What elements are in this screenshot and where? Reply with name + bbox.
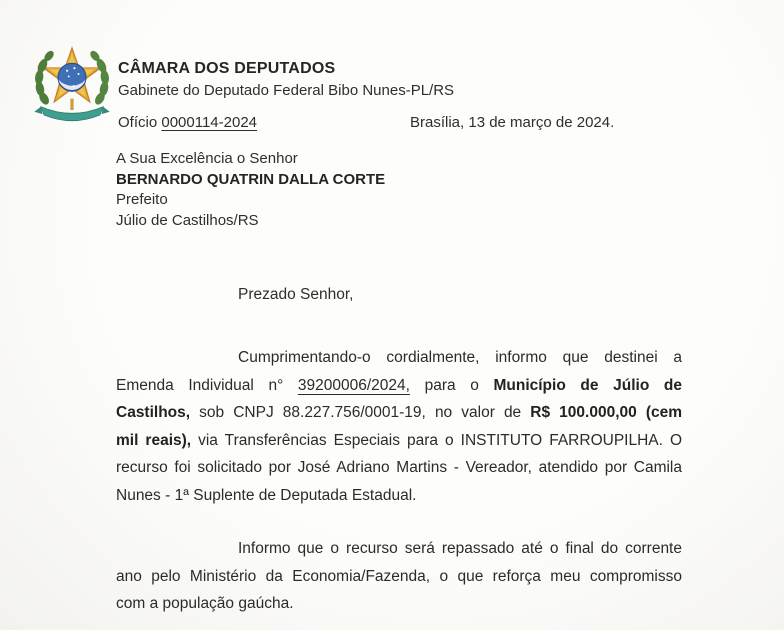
letter-body — [116, 344, 682, 618]
paragraph — [116, 344, 682, 509]
text-segment: via Transferências Especiais para o INSTITUTO FARROUPILHA. O — [191, 431, 683, 449]
text-segment: Informo que o recurso será repassado até o final do corrente — [238, 540, 682, 557]
text-segment: para o — [409, 376, 494, 394]
paragraph — [116, 535, 682, 618]
body-line — [116, 344, 682, 372]
text-segment: Castilhos, — [116, 404, 191, 421]
org-office: Gabinete do Deputado Federal Bibo Nunes-PL/RS — [118, 82, 455, 99]
text-segment: Nunes - 1ª Suplente de Deputada Estadual. — [116, 486, 417, 504]
letterhead — [118, 58, 454, 101]
body-line — [116, 563, 682, 591]
doc-number: 0000114-2024 — [161, 114, 258, 131]
brazil-coat-of-arms-icon — [31, 41, 113, 125]
text-segment: com a população gaúcha. — [116, 595, 294, 612]
body-line — [116, 535, 682, 563]
body-line — [116, 372, 682, 400]
recipient-salutation: A Sua Excelência o Senhor — [116, 150, 298, 167]
greeting: Prezado Senhor, — [238, 286, 354, 303]
document-reference-row — [118, 114, 678, 131]
body-line — [116, 454, 682, 482]
document-date: Brasília, 13 de março de 2024. — [410, 114, 615, 131]
text-segment: R$ 100.000,00 (cem — [530, 404, 683, 421]
text-segment: recurso foi solicitado por José Adriano Martins - Vereador, atendido por Camila — [116, 459, 682, 476]
body-line — [116, 399, 682, 427]
body-line — [116, 427, 682, 455]
text-segment: mil reais), — [116, 431, 192, 449]
recipient-block — [116, 149, 385, 231]
text-segment: Cumprimentando-o cordialmente, informo que destinei a — [238, 349, 682, 366]
recipient-title: Prefeito — [116, 191, 168, 208]
recipient-name: BERNARDO QUATRIN DALLA CORTE — [116, 170, 386, 188]
text-segment: Município de Júlio de — [493, 376, 682, 394]
recipient-city: Júlio de Castilhos/RS — [116, 211, 259, 229]
org-name: CÂMARA DOS DEPUTADOS — [118, 60, 336, 77]
doc-label: Ofício — [118, 114, 162, 131]
body-line — [116, 482, 682, 510]
text-segment: Emenda Individual n° — [116, 376, 298, 394]
text-segment: ano pelo Ministério da Economia/Fazenda, o que reforça meu compromisso — [116, 567, 682, 585]
text-segment: 39200006/2024, — [297, 376, 410, 394]
text-segment: sob CNPJ 88.227.756/0001-19, no valor de — [190, 404, 531, 421]
body-line — [116, 590, 682, 618]
